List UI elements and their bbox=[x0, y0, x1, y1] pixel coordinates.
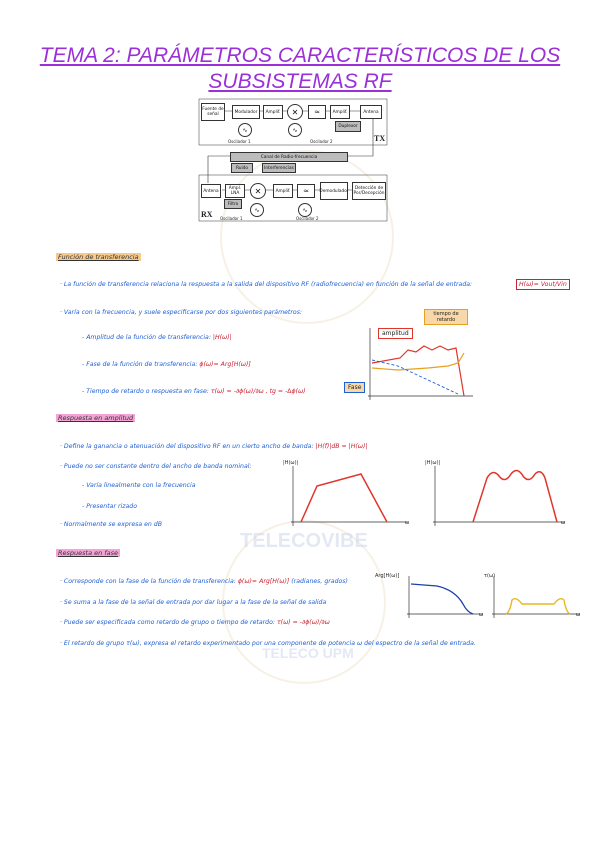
amp-linear-svg bbox=[283, 460, 413, 530]
s3-p1-tail: (radianes, grados) bbox=[291, 578, 348, 585]
s2-b2: - Presentar rizado bbox=[82, 503, 137, 510]
tx-block-filter: ≈ bbox=[308, 105, 326, 119]
s3-p2: · Se suma a la fase de la señal de entrada por dar lugar a la fase de la señal de salida bbox=[60, 599, 327, 606]
rx-block-filter: ≈ bbox=[297, 184, 315, 198]
phase-svg bbox=[375, 572, 485, 620]
tx-osc2-label: Oscilador 2 bbox=[310, 139, 333, 144]
section3-heading bbox=[56, 549, 120, 557]
s1-p1: · La función de transferencia relaciona la respuesta a la salida del dispositivo RF (radiofrecuencia) en función de la señal de entrada: bbox=[60, 281, 473, 288]
rx-block-mixer: ✕ bbox=[250, 183, 266, 199]
tx-duplexor: Duplexor bbox=[335, 121, 361, 132]
s3-p1-formula: ϕ(ω)= Arg[H(ω)] bbox=[237, 578, 290, 585]
interference-box: Interferencias bbox=[262, 163, 296, 173]
transfer-function-graph bbox=[338, 308, 478, 403]
amplitude-ripple-graph bbox=[425, 460, 570, 530]
s1-b3-formula: τ(ω) = -∂ϕ(ω)/∂ω , tg = -∆ϕ(ω) bbox=[210, 388, 306, 395]
s1-b1-text: - Amplitud de la función de transferencia: bbox=[82, 334, 211, 341]
s1-p1-formula: H(ω)= Vout/Vin bbox=[516, 279, 570, 290]
section2-heading bbox=[56, 414, 135, 422]
amp-ripple-xlabel: ω bbox=[561, 520, 566, 526]
page-title-line2: SUBSISTEMAS RF bbox=[208, 70, 392, 93]
s3-p1 bbox=[60, 578, 348, 585]
s2-p3: · Normalmente se expresa en dB bbox=[60, 521, 162, 528]
watermark-subtext: TELECO UPM bbox=[262, 645, 354, 661]
s1-b2 bbox=[82, 361, 251, 368]
rx-block-detection: Detección de Por/Decepción bbox=[352, 182, 386, 200]
tx-block-amp2: Amplif. bbox=[330, 105, 350, 119]
rx-osc1-label: Oscilador 1 bbox=[220, 216, 243, 221]
rx-filter: Filtro bbox=[224, 199, 242, 209]
group-delay-graph bbox=[484, 572, 584, 620]
tx-block-source: Fuente de señal bbox=[201, 103, 225, 121]
rf-system-diagram bbox=[198, 98, 388, 222]
tf-label-fase: Fase bbox=[344, 382, 365, 393]
section3-heading-text: Respuesta en fase bbox=[58, 549, 118, 557]
watermark-text: TELECOVIBE bbox=[240, 530, 368, 552]
tx-osc2: ∿ bbox=[288, 123, 302, 137]
s3-p4: · El retardo de grupo τ(ω), expresa el retardo experimentado por una componente de potencia ω del espectro de la señal de entrada. bbox=[60, 640, 476, 647]
section2-heading-text: Respuesta en amplitud bbox=[58, 414, 134, 422]
rx-osc2-label: Oscilador 2 bbox=[296, 216, 319, 221]
s1-b2-text: - Fase de la función de transferencia: bbox=[82, 361, 198, 368]
rx-block-antenna: Antena bbox=[201, 184, 221, 198]
amp-ripple-svg bbox=[425, 460, 570, 530]
s3-p3 bbox=[60, 619, 330, 626]
s2-p1 bbox=[60, 443, 367, 450]
tf-label-amp: amplitud bbox=[378, 328, 413, 339]
delay-ylabel: τ(ω) bbox=[484, 573, 496, 579]
tx-osc1-label: Oscilador 1 bbox=[228, 139, 251, 144]
tx-osc1: ∿ bbox=[238, 123, 252, 137]
phase-response-graph bbox=[375, 572, 485, 620]
s3-p3-formula: τ(ω) = -∂ϕ(ω)/∂ω bbox=[276, 619, 330, 626]
s1-b1 bbox=[82, 334, 232, 341]
rx-label: RX bbox=[201, 210, 213, 219]
channel-box: Canal de Radio-frecuencia bbox=[230, 152, 348, 162]
s2-p1-text: · Define la ganancia o atenuación del dispositivo RF en un cierto ancho de banda: bbox=[60, 443, 314, 450]
tx-block-modulator: Modulador bbox=[232, 105, 260, 119]
noise-box: Ruido bbox=[231, 163, 253, 173]
amp-ripple-ylabel: |H(ω)| bbox=[425, 460, 441, 466]
s2-b1: - Varía linealmente con la frecuencia bbox=[82, 482, 196, 489]
phase-ylabel: Arg[H(ω)] bbox=[375, 573, 400, 579]
s1-b3-text: - Tiempo de retardo o respuesta en fase: bbox=[82, 388, 209, 395]
tx-block-amp1: Amplif. bbox=[263, 105, 283, 119]
rx-block-demodulator: Demodulador bbox=[320, 182, 348, 200]
s1-b2-formula: ϕ(ω)= Arg[H(ω)] bbox=[199, 361, 251, 368]
rx-block-amp: Amplif. bbox=[273, 184, 293, 198]
delay-svg bbox=[484, 572, 584, 620]
tx-label: TX bbox=[374, 134, 386, 143]
amplitude-linear-graph bbox=[283, 460, 413, 530]
s2-p1-formula: |H(f)|dB = |H(ω)| bbox=[315, 443, 368, 450]
phase-xlabel: ω bbox=[479, 612, 484, 618]
page-title-line1: TEMA 2: PARÁMETROS CARACTERÍSTICOS DE LOS bbox=[39, 44, 561, 67]
s3-p1-text: · Corresponde con la fase de la función de transferencia: bbox=[60, 578, 236, 585]
s2-p2: · Puede no ser constante dentro del ancho de banda nominal: bbox=[60, 463, 252, 470]
section1-heading-text: Función de transferencia bbox=[58, 253, 139, 261]
rx-osc1: ∿ bbox=[250, 203, 264, 217]
s1-b1-formula: |H(ω)| bbox=[212, 334, 232, 341]
s1-b3 bbox=[82, 388, 306, 395]
delay-xlabel: ω bbox=[576, 612, 581, 618]
section1-heading bbox=[56, 253, 141, 261]
rx-osc2: ∿ bbox=[298, 203, 312, 217]
tf-label-ret: tiempo de retardo bbox=[424, 309, 468, 325]
s1-p2: · Varía con la frecuencia, y suele especificarse por dos siguientes parámetros: bbox=[60, 309, 302, 316]
rx-block-lna: Ampl. LNA bbox=[225, 184, 245, 198]
amp-linear-xlabel: ω bbox=[405, 520, 410, 526]
amp-linear-ylabel: |H(ω)| bbox=[283, 460, 299, 466]
tx-block-antenna: Antena bbox=[360, 105, 382, 119]
s3-p3-text: · Puede ser especificada como retardo de grupo o tiempo de retardo: bbox=[60, 619, 275, 626]
tx-block-mixer: ✕ bbox=[287, 104, 303, 120]
